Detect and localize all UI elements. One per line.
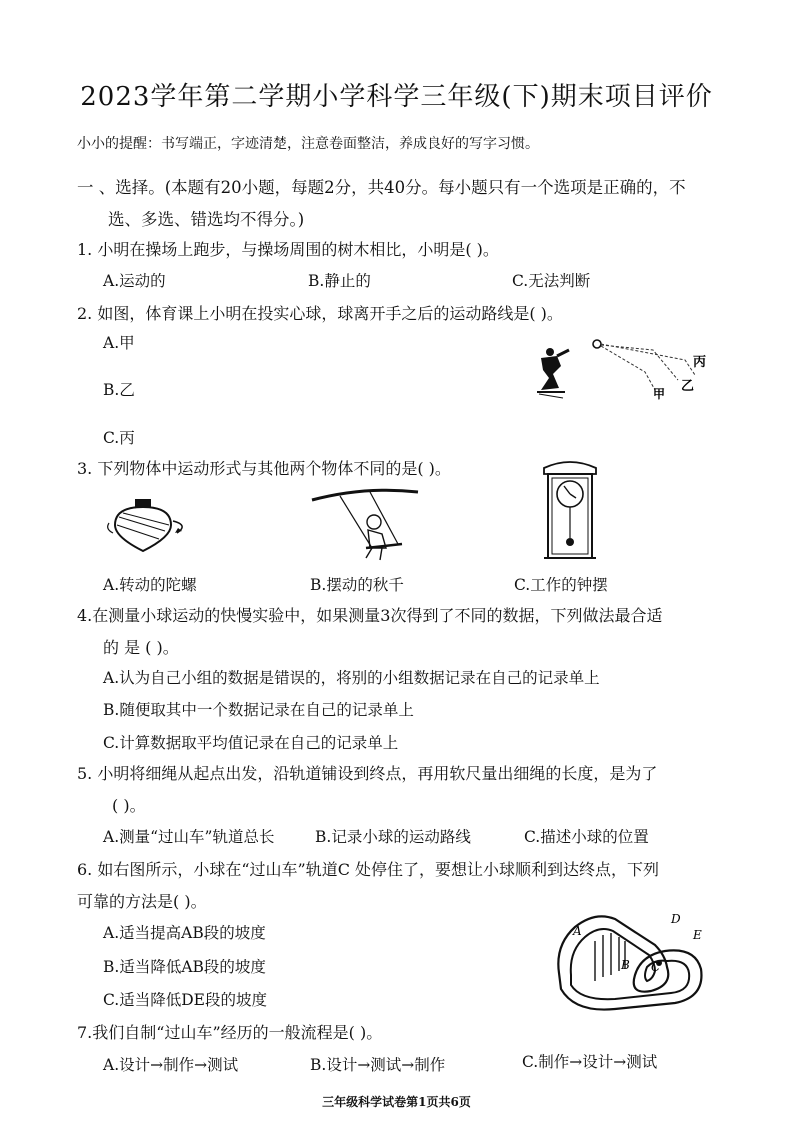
section-heading-line1: 一 、选择。(本题有20小题，每题2分，共40分。每小题只有一个选项是正确的，不 bbox=[77, 178, 686, 197]
q4-option-c: C.计算数据取平均值记录在自己的记录单上 bbox=[103, 734, 399, 752]
q2-option-b: B.乙 bbox=[103, 381, 135, 399]
fig-label-B: B bbox=[621, 958, 630, 972]
fig-label-E: E bbox=[693, 928, 702, 942]
q1-option-b: B.静止的 bbox=[308, 272, 371, 290]
q5-option-b: B.记录小球的运动路线 bbox=[315, 828, 471, 846]
q4-option-a: A.认为自己小组的数据是错误的，将别的小组数据记录在自己的记录单上 bbox=[103, 669, 600, 687]
swing-figure bbox=[310, 486, 420, 566]
q5-stem-line1: 5. 小明将细绳从起点出发，沿轨道铺设到终点，再用软尺量出细绳的长度，是为了 bbox=[77, 764, 658, 783]
spinning-top-figure bbox=[105, 495, 195, 555]
q6-option-b: B.适当降低AB段的坡度 bbox=[103, 958, 266, 976]
q3-option-b: B.摆动的秋千 bbox=[310, 576, 404, 594]
q2-stem: 2. 如图，体育课上小明在投实心球，球离开手之后的运动路线是( )。 bbox=[77, 304, 563, 323]
q7-option-c: C.制作→设计→测试 bbox=[522, 1053, 658, 1071]
q1-stem: 1. 小明在操场上跑步，与操场周围的树木相比，小明是( )。 bbox=[77, 240, 499, 259]
q4-option-b: B.随便取其中一个数据记录在自己的记录单上 bbox=[103, 701, 414, 719]
fig-label-bing: 丙 bbox=[693, 355, 707, 370]
q7-stem: 7.我们自制“过山车”经历的一般流程是( )。 bbox=[77, 1023, 383, 1042]
fig-label-jia: 甲 bbox=[653, 387, 666, 401]
q4-stem-line2: 的 是 ( )。 bbox=[103, 638, 179, 657]
q5-stem-line2: ( )。 bbox=[112, 796, 146, 815]
q7-option-b: B.设计→测试→制作 bbox=[310, 1056, 446, 1074]
q4-stem-line1: 4.在测量小球运动的快慢实验中，如果测量3次得到了不同的数据，下列做法最合适 bbox=[77, 606, 663, 625]
q3-stem: 3. 下列物体中运动形式与其他两个物体不同的是( )。 bbox=[77, 459, 451, 478]
shot-put-figure bbox=[535, 330, 725, 400]
q2-option-c: C.丙 bbox=[103, 429, 135, 447]
q1-option-c: C.无法判断 bbox=[512, 272, 591, 290]
fig-label-yi: 乙 bbox=[681, 379, 695, 394]
q1-option-a: A.运动的 bbox=[103, 272, 166, 290]
fig-label-A: A bbox=[573, 924, 582, 938]
reminder-text: 小小的提醒：书写端正，字迹清楚，注意卷面整洁，养成良好的写字习惯。 bbox=[77, 136, 539, 152]
q3-option-c: C.工作的钟摆 bbox=[514, 576, 608, 594]
fig-label-C: C bbox=[651, 960, 661, 974]
q6-option-c: C.适当降低DE段的坡度 bbox=[103, 991, 267, 1009]
q7-option-a: A.设计→制作→测试 bbox=[103, 1056, 239, 1074]
section-heading-line2: 选、多选、错选均不得分。) bbox=[108, 210, 305, 229]
q2-option-a: A.甲 bbox=[103, 334, 135, 352]
q5-option-c: C.描述小球的位置 bbox=[524, 828, 649, 846]
q3-option-a: A.转动的陀螺 bbox=[103, 576, 197, 594]
roller-coaster-track-figure bbox=[555, 905, 715, 1015]
q6-stem-line1: 6. 如右图所示，小球在“过山车”轨道C 处停住了，要想让小球顺利到达终点，下列 bbox=[77, 860, 660, 879]
page-footer: 三年级科学试卷第1页共6页 bbox=[322, 1095, 471, 1109]
q6-stem-line2: 可靠的方法是( )。 bbox=[77, 892, 207, 911]
pendulum-clock-figure bbox=[540, 458, 600, 562]
page-title: 2023学年第二学期小学科学三年级(下)期末项目评价 bbox=[80, 82, 713, 112]
q6-option-a: A.适当提高AB段的坡度 bbox=[103, 924, 266, 942]
q5-option-a: A.测量“过山车”轨道总长 bbox=[103, 828, 275, 846]
fig-label-D: D bbox=[671, 912, 681, 926]
